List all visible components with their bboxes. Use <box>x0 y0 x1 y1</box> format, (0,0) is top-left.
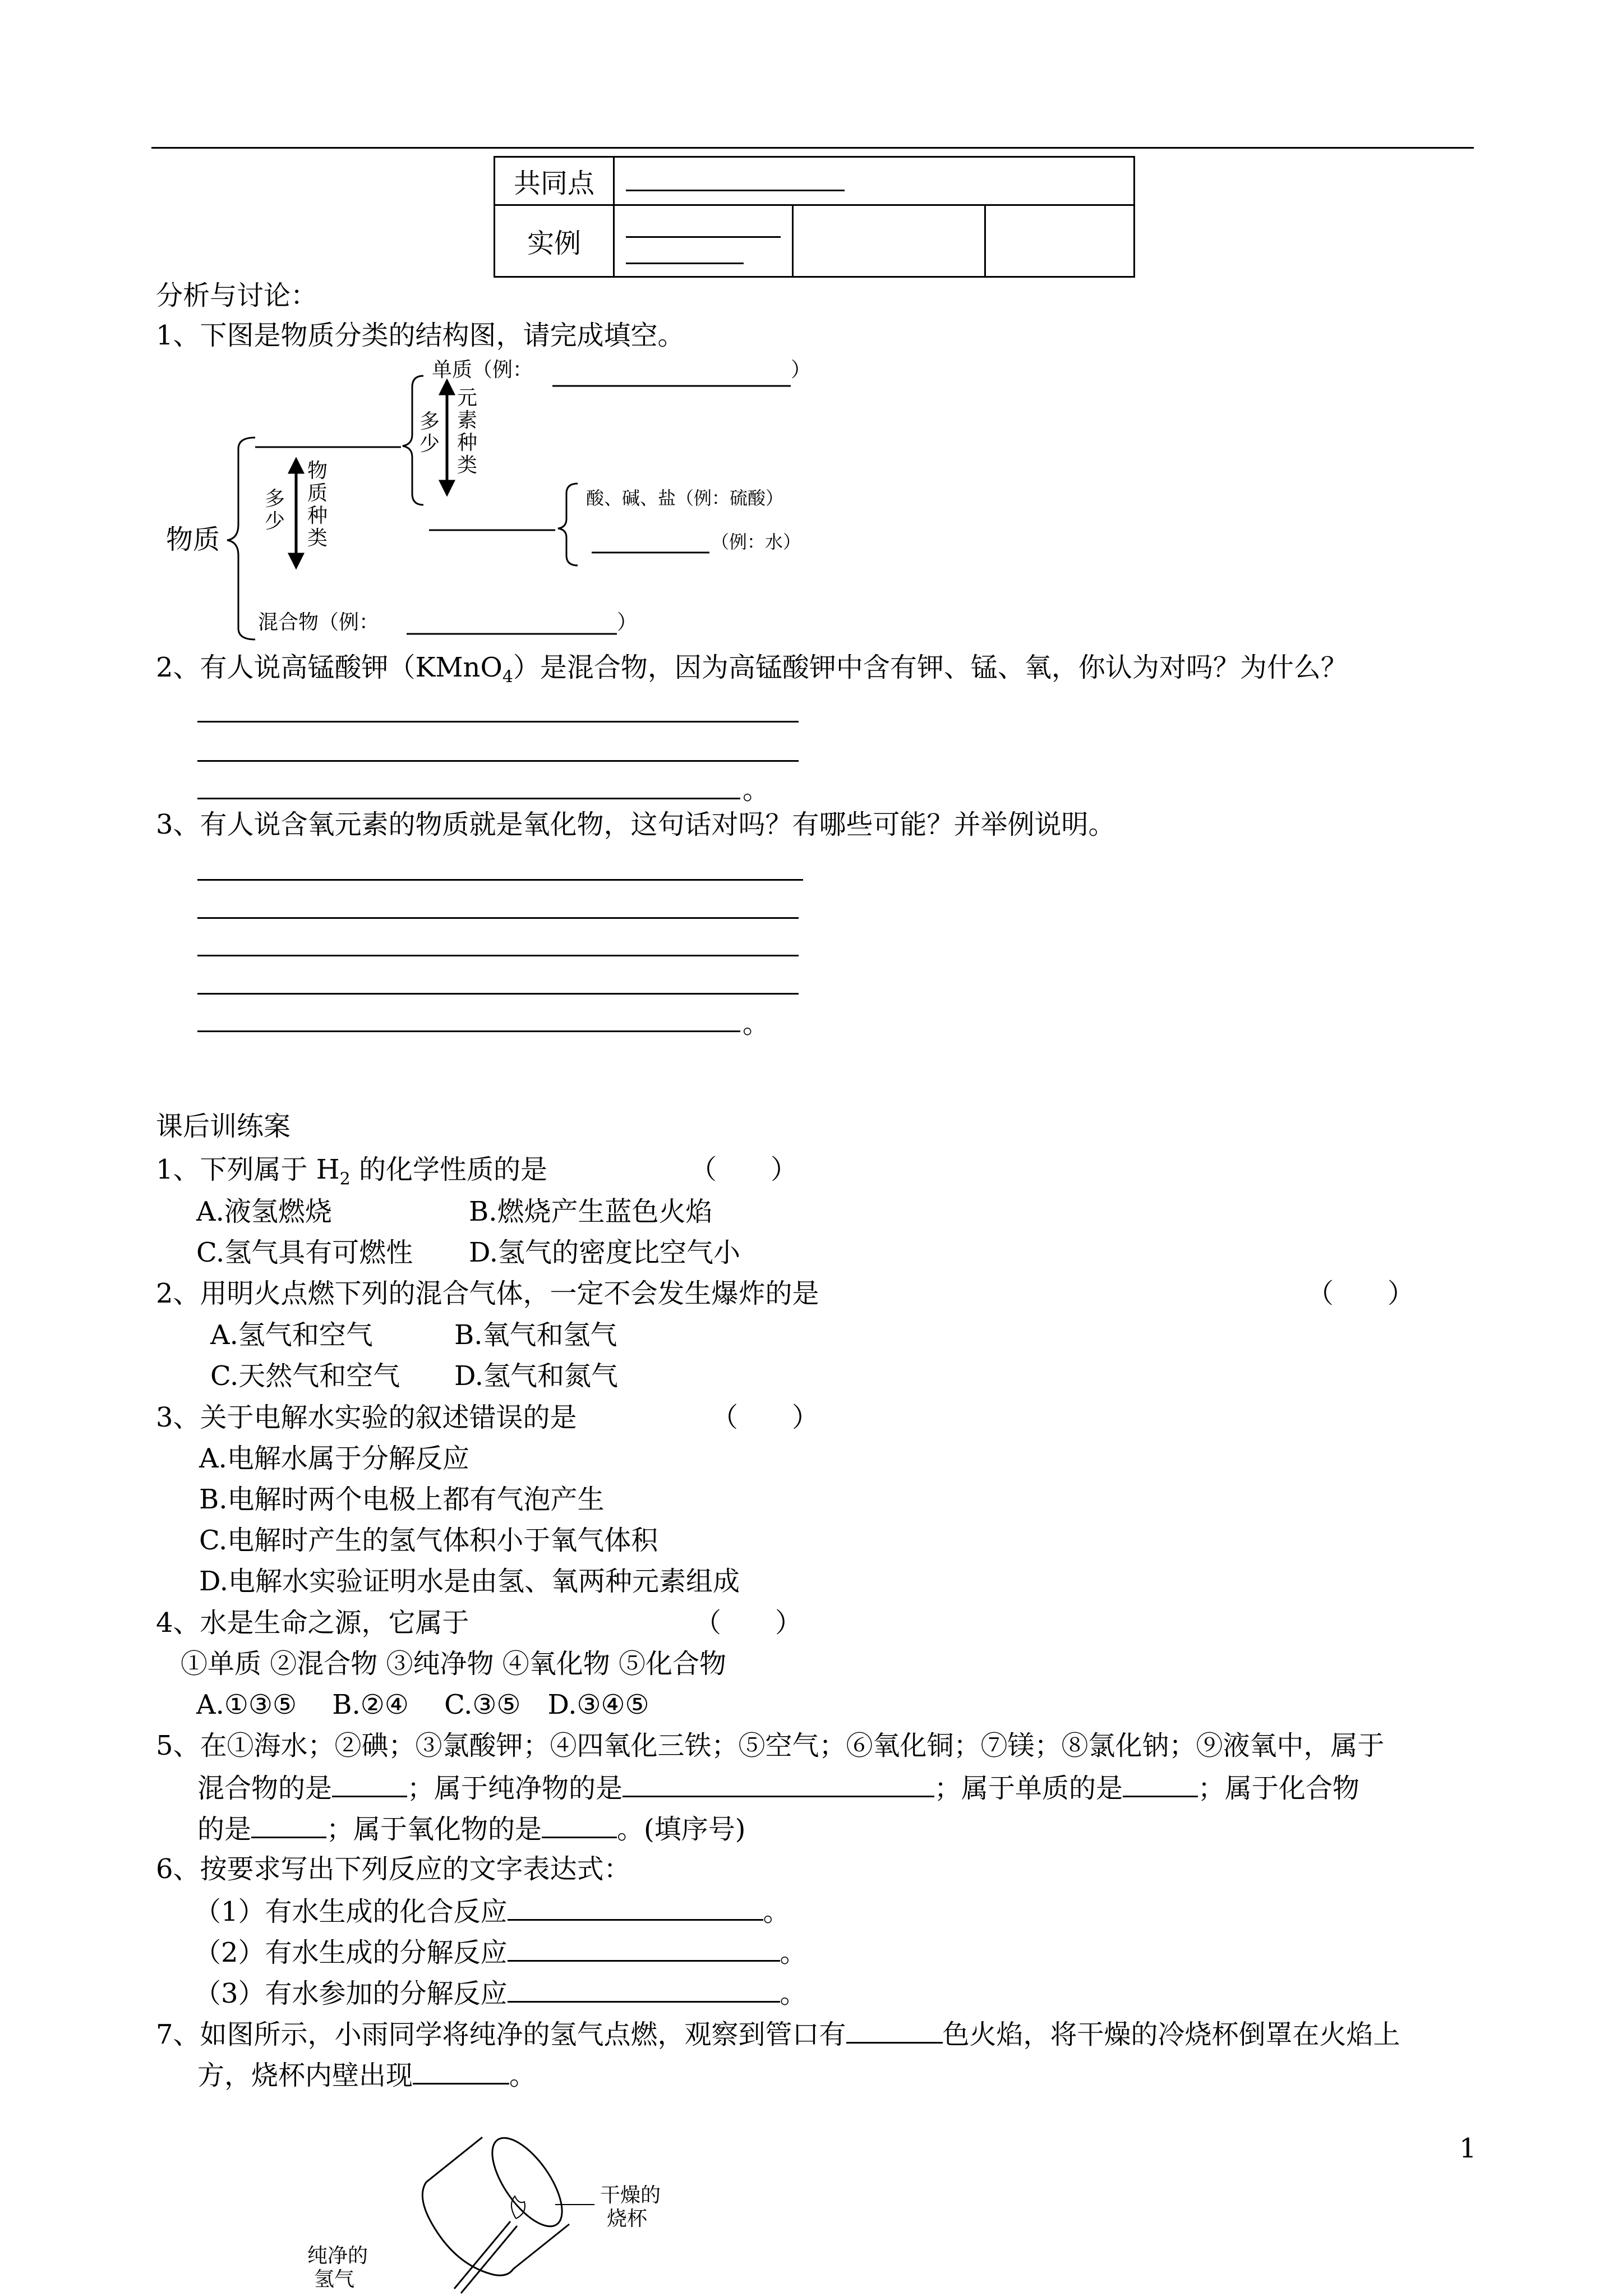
element-arrow-less: 少 <box>419 432 440 455</box>
acid-base-salt-label: 酸、碱、盐（例：硫酸） <box>586 487 784 509</box>
q2-option-a[interactable]: A.氢气和空气 <box>210 1319 373 1351</box>
q1-answer-paren[interactable]: （ ） <box>690 1154 798 1185</box>
element-type-char-2: 素 <box>457 409 478 432</box>
analysis-heading: 分析与讨论： <box>156 280 318 311</box>
q6-item-3: （3）有水参加的分解反应 。 <box>194 1975 807 2010</box>
q3-answer-line-4[interactable] <box>197 993 799 995</box>
q3-answer-line-5[interactable] <box>197 1030 740 1032</box>
substance-type-char-2: 质 <box>307 482 328 505</box>
training-question-5-line-3: 的是 ；属于氧化物的是 。(填序号) <box>197 1811 746 1846</box>
analysis-question-3: 3、有人说含氧元素的物质就是氧化物，这句话对吗？有哪些可能？并举例说明。 <box>156 809 1115 840</box>
element-arrow <box>441 381 453 494</box>
gas-label-line-2: 氢气 <box>314 2268 355 2291</box>
training-question-6: 6、按要求写出下列反应的文字表达式： <box>156 1853 631 1885</box>
page-number: 1 <box>1459 2133 1477 2164</box>
single-substance-label: 单质（例： <box>432 358 533 381</box>
q6-item-2: （2）有水生成的分解反应 。 <box>194 1934 807 1970</box>
gas-tube-icon <box>454 2221 517 2293</box>
q5-element-blank[interactable] <box>1123 1770 1198 1797</box>
training-question-3: 3、关于电解水实验的叙述错误的是 <box>156 1402 577 1433</box>
q3-answer-line-1[interactable] <box>197 879 803 881</box>
substance-root: 物质 <box>166 524 220 555</box>
element-arrow-more: 多 <box>419 410 440 433</box>
q6-blank-1[interactable] <box>508 1893 763 1921</box>
beaker-label-line-1: 干燥的 <box>600 2184 661 2207</box>
q1-option-d[interactable]: D.氢气的密度比空气小 <box>469 1237 741 1268</box>
substance-type-char-1: 物 <box>307 459 328 482</box>
q2-answer-line-3[interactable] <box>197 798 740 799</box>
oxide-example-label: （例：水） <box>711 531 801 553</box>
q7-flame-color-blank[interactable] <box>846 2016 943 2044</box>
q5-pure-blank[interactable] <box>623 1770 934 1797</box>
element-type-char-4: 类 <box>457 454 478 477</box>
q2-option-d[interactable]: D.氢气和氮气 <box>454 1360 619 1392</box>
q4-choice-items: ①单质 ②混合物 ③纯净物 ④氧化物 ⑤化合物 <box>181 1648 727 1680</box>
q3-answer-line-3[interactable] <box>197 955 799 956</box>
training-question-2: 2、用明火点燃下列的混合气体，一定不会发生爆炸的是 <box>156 1278 819 1309</box>
q4-options[interactable]: A.①③⑤ B.②④ C.③⑤ D.③④⑤ <box>196 1689 649 1720</box>
q2-option-b[interactable]: B.氧气和氢气 <box>454 1319 617 1351</box>
beaker-label-line-2: 烧杯 <box>607 2207 648 2230</box>
substance-arrow-more: 多 <box>265 487 285 510</box>
training-question-4: 4、水是生命之源，它属于 <box>156 1607 469 1639</box>
analysis-question-2: 2、有人说高锰酸钾（KMnO$_4$）是混合物，因为高锰酸钾中含有钾、锰、氧，你认为对吗？为什么？ <box>156 652 1348 687</box>
classification-diagram <box>0 0 1623 673</box>
training-question-7-line-1: 7、如图所示，小雨同学将纯净的氢气点燃，观察到管口有 色火焰，将干燥的冷烧杯倒罩在火焰上 <box>156 2016 1400 2051</box>
q1-option-c[interactable]: C.氢气具有可燃性 <box>196 1237 413 1268</box>
substance-type-char-3: 种 <box>307 504 328 527</box>
substance-type-char-4: 类 <box>307 527 328 550</box>
substance-arrow-less: 少 <box>265 510 285 533</box>
q3-option-a[interactable]: A.电解水属于分解反应 <box>199 1443 469 1474</box>
q6-item-1: （1）有水生成的化合反应 。 <box>194 1893 790 1929</box>
single-close-paren: ） <box>791 358 811 381</box>
beaker-icon <box>422 2127 575 2276</box>
q3-option-c[interactable]: C.电解时产生的氢气体积小于氧气体积 <box>199 1525 658 1556</box>
substance-arrow <box>290 460 302 567</box>
q2-answer-paren[interactable]: （ ） <box>1307 1278 1415 1309</box>
training-question-7-line-2: 方，烧杯内壁出现 。 <box>197 2057 536 2092</box>
q4-answer-paren[interactable]: （ ） <box>694 1607 803 1639</box>
q1-option-a[interactable]: A.液氢燃烧 <box>196 1196 332 1227</box>
q5-compound-blank[interactable] <box>251 1811 326 1838</box>
q2-answer-line-1[interactable] <box>197 721 799 723</box>
analysis-question-1: 1、下图是物质分类的结构图，请完成填空。 <box>156 320 685 351</box>
q3-option-b[interactable]: B.电解时两个电极上都有气泡产生 <box>199 1484 605 1515</box>
common-point-label: 共同点 <box>495 157 614 205</box>
compound-brace <box>558 484 578 565</box>
q2-period: 。 <box>743 774 770 806</box>
example-label: 实例 <box>495 205 614 277</box>
q3-answer-line-2[interactable] <box>197 917 799 919</box>
mixture-close-paren: ） <box>617 611 638 634</box>
q3-answer-paren[interactable]: （ ） <box>711 1402 819 1433</box>
q5-oxide-blank[interactable] <box>542 1811 617 1838</box>
training-question-5-line-2: 混合物的是 ；属于纯净物的是 ；属于单质的是 ；属于化合物 <box>197 1770 1359 1805</box>
q2-option-c[interactable]: C.天然气和空气 <box>210 1360 400 1392</box>
training-question-1: 1、下列属于 $H_2$ 的化学性质的是 <box>156 1154 548 1189</box>
training-question-5-line-1: 5、在①海水；②碘；③氯酸钾；④四氧化三铁；⑤空气；⑥氧化铜；⑦镁；⑧氯化钠；⑨液氧中，属于 <box>156 1730 1385 1761</box>
q3-period: 。 <box>743 1008 770 1039</box>
training-heading: 课后训练案 <box>156 1111 291 1142</box>
q1-option-b[interactable]: B.燃烧产生蓝色火焰 <box>469 1196 713 1227</box>
element-type-char-1: 元 <box>457 386 478 409</box>
q6-blank-2[interactable] <box>508 1934 780 1962</box>
mixture-label: 混合物（例： <box>258 611 380 634</box>
element-type-char-3: 种 <box>457 431 478 454</box>
q5-mixture-blank[interactable] <box>332 1770 407 1797</box>
q6-blank-3[interactable] <box>508 1975 780 2003</box>
substance-brace <box>227 438 255 639</box>
q2-answer-line-2[interactable] <box>197 760 799 762</box>
q3-option-d[interactable]: D.电解水实验证明水是由氢、氧两种元素组成 <box>199 1566 740 1597</box>
gas-label-line-1: 纯净的 <box>307 2244 368 2267</box>
q7-beaker-wall-blank[interactable] <box>413 2057 509 2085</box>
